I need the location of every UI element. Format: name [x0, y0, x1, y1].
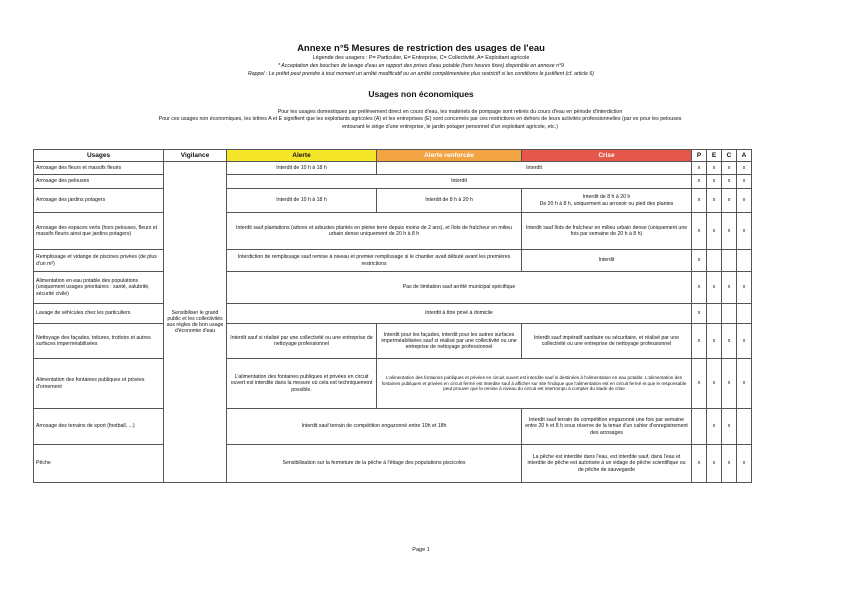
restrictions-table — [33, 149, 752, 483]
a-cell: x — [737, 324, 752, 359]
usage-cell: Arrosage des fleurs et massifs fleuris — [34, 162, 164, 175]
header-crise: Crise — [522, 150, 692, 162]
c-cell — [722, 250, 737, 272]
a-cell: x — [737, 162, 752, 175]
renforcee-crise-cell: L'alimentation des fontaines publiques et privées en circuit ouvert est interdite sauf si destinées à l'alimentation en eau potable. L'alimentation des fontaines publiques et privées en circuit fermé est interdite sauf à afficher sur site l'indique que l'alimentation est en circuit fermé et que le responsable peut prouver que la remise à niveau du circuit est interrompu à compter du stade de crise — [377, 359, 692, 409]
header-alerte: Alerte — [227, 150, 377, 162]
c-cell: x — [722, 213, 737, 250]
usage-cell: Arrosage des espaces verts (hors pelouses, fleurs et massifs fleuris ainsi que jardins potagers) — [34, 213, 164, 250]
header-c: C — [722, 150, 737, 162]
usage-cell: Lavage de véhicules chez les particuliers — [34, 304, 164, 324]
page-number: Page 1 — [412, 547, 430, 553]
alerte-renforcee-cell: Interdit sauf plantations (arbres et arbustes plantés en pleine terre depuis moins de 2 ans), et îlots de fraîcheur en milieu urbain dense uniquement de 20 h à 8 h — [227, 213, 522, 250]
table-row — [34, 324, 752, 359]
crise-cell: Interdit sauf îlots de fraîcheur en milieu urbain dense (uniquement une fois par semaine de 20 h à 8 h) — [522, 213, 692, 250]
c-cell: x — [722, 324, 737, 359]
e-cell: x — [707, 324, 722, 359]
vigilance-cell: Sensibiliser le grand public et les collectivités aux règles de bon usage d'économie d'eau — [164, 162, 227, 483]
all-levels-cell: Pas de limitation sauf arrêté municipal spécifique — [227, 272, 692, 304]
a-cell — [737, 250, 752, 272]
a-cell: x — [737, 213, 752, 250]
c-cell: x — [722, 175, 737, 189]
e-cell: x — [707, 272, 722, 304]
renforcee-crise-cell: Interdit — [377, 162, 692, 175]
alerte-renforcee-cell: Interdit sauf terrain de compétition engazonné entre 10h et 18h — [227, 409, 522, 445]
legend-text: Légende des usagers : P= Particulier, E= Entreprise, C= Collectivité, A= Exploitant agricole — [312, 55, 530, 61]
alerte-cell: Interdit de 10 h à 18 h — [227, 189, 377, 213]
header-p: P — [692, 150, 707, 162]
crise-cell: La pêche est interdite dans l'eau, est interdite sauf, dans l'eau et interdite de pêche est autorisée à un vidage de pêche scientifique ou de pêche de sauvegarde — [522, 445, 692, 483]
e-cell: x — [707, 175, 722, 189]
alerte-renforcee-cell: Sensibilisation sur la fermeture de la pêche à l'étiage des populations piscicoles — [227, 445, 522, 483]
a-cell — [737, 409, 752, 445]
e-cell — [707, 250, 722, 272]
crise-cell: Interdit — [522, 250, 692, 272]
usage-cell: Alimentation des fontaines publiques et privées d'ornement — [34, 359, 164, 409]
alerte-cell: L'alimentation des fontaines publiques et privées en circuit ouvert est interdite dans la mesure où cela est techniquement possible. — [227, 359, 377, 409]
p-cell: x — [692, 359, 707, 409]
c-cell: x — [722, 409, 737, 445]
alerte-renforcee-cell: Interdiction de remplissage sauf remise à niveau et premier remplissage si le chantier avait débuté avant les premières restrictions — [227, 250, 522, 272]
page-title: Annexe n°5 Mesures de restriction des usages de l'eau — [297, 43, 545, 54]
table-row — [34, 445, 752, 483]
p-cell: x — [692, 162, 707, 175]
renforcee-cell: Interdit pour les façades, interdit pour les autres surfaces imperméabilisées sauf si réalisé par une collectivité ou une entreprise de nettoyage professionnel — [377, 324, 522, 359]
intro-line-3: entourant le siège d'une entreprise, le jardin potager personnel d'un exploitant agricole, etc.) — [342, 124, 558, 130]
c-cell — [722, 304, 737, 324]
header-e: E — [707, 150, 722, 162]
header-a: A — [737, 150, 752, 162]
crise-cell: Interdit sauf impératif sanitaire ou sécuritaire, et réalisé par une collectivité ou une entreprise de nettoyage professionnel — [522, 324, 692, 359]
e-cell: x — [707, 189, 722, 213]
c-cell: x — [722, 189, 737, 213]
note-line-2: Rappel : Le préfet peut prendre à tout moment un arrêté modificatif ou un arrêté complémentaire plus restrictif si les conditions le justifient (cf. article 6) — [248, 71, 594, 77]
intro-line-1: Pour les usages domestiques par prélèvement direct en cours d'eau, les matériels de pompage sont retirés du cours d'eau en période d'interdiction — [277, 109, 623, 115]
c-cell: x — [722, 359, 737, 409]
usage-cell: Alimentation en eau potable des populations (uniquement usages prioritaires : santé, salubrité, sécurité civile) — [34, 272, 164, 304]
a-cell: x — [737, 175, 752, 189]
e-cell: x — [707, 162, 722, 175]
all-levels-cell: Interdit à titre privé à domicile — [227, 304, 692, 324]
header-vigilance: Vigilance — [164, 150, 227, 162]
alerte-cell: Interdit sauf si réalisé par une collectivité ou une entreprise de nettoyage professionnel — [227, 324, 377, 359]
e-cell: x — [707, 445, 722, 483]
usage-cell: Arrosage des terrains de sport (football, ...) — [34, 409, 164, 445]
p-cell: x — [692, 445, 707, 483]
usage-cell: Pêche — [34, 445, 164, 483]
section-title: Usages non économiques — [368, 89, 474, 99]
usage-cell: Remplissage et vidange de piscines privées (de plus d'un m³) — [34, 250, 164, 272]
c-cell: x — [722, 162, 737, 175]
table-row — [34, 359, 752, 409]
usage-cell: Arrosage des pelouses — [34, 175, 164, 189]
all-levels-cell: Interdit — [227, 175, 692, 189]
a-cell: x — [737, 189, 752, 213]
e-cell: x — [707, 409, 722, 445]
header-alerte-renforcee: Alerte renforcée — [377, 150, 522, 162]
table-row — [34, 189, 752, 213]
note-line-1: * Acceptation des bouches de lavage d'eau en rapport des prises d'eau potable (hors heures fixes) disponible en annexe n°9 — [278, 63, 564, 69]
p-cell: x — [692, 304, 707, 324]
crise-cell: Interdit sauf terrain de compétition engazonné une fois par semaine entre 20 h et 8 h sous réserve de la tenue d'un cahier d'enregistrement des arrosages — [522, 409, 692, 445]
usage-cell: Nettoyage des façades, toitures, trottoirs et autres surfaces imperméabilisées — [34, 324, 164, 359]
table-row — [34, 272, 752, 304]
a-cell: x — [737, 445, 752, 483]
e-cell: x — [707, 359, 722, 409]
p-cell: x — [692, 175, 707, 189]
c-cell: x — [722, 445, 737, 483]
table-row — [34, 304, 752, 324]
a-cell — [737, 304, 752, 324]
usage-cell: Arrosage des jardins potagers — [34, 189, 164, 213]
a-cell: x — [737, 359, 752, 409]
header-usages: Usages — [34, 150, 164, 162]
p-cell: x — [692, 213, 707, 250]
crise-cell: Interdit de 8 h à 20 h De 20 h à 8 h, uniquement au arrosoir ou pied des plantes — [522, 189, 692, 213]
e-cell: x — [707, 213, 722, 250]
p-cell: x — [692, 189, 707, 213]
c-cell: x — [722, 272, 737, 304]
renforcee-cell: Interdit de 8 h à 20 h — [377, 189, 522, 213]
table-row — [34, 250, 752, 272]
intro-line-2: Pour ces usages non économiques, les lettres A et E signifient que les exploitants agricoles (A) et les entreprises (E) sont concernés par ces restrictions en dehors de leurs activités professionnelles (par ex pour les pelouses — [158, 116, 682, 122]
p-cell: x — [692, 272, 707, 304]
table-row — [34, 409, 752, 445]
table-row — [34, 175, 752, 189]
p-cell — [692, 409, 707, 445]
table-row — [34, 213, 752, 250]
table-row — [34, 162, 752, 175]
p-cell: x — [692, 324, 707, 359]
a-cell: x — [737, 272, 752, 304]
e-cell — [707, 304, 722, 324]
alerte-cell: Interdit de 10 h à 18 h — [227, 162, 377, 175]
p-cell: x — [692, 250, 707, 272]
